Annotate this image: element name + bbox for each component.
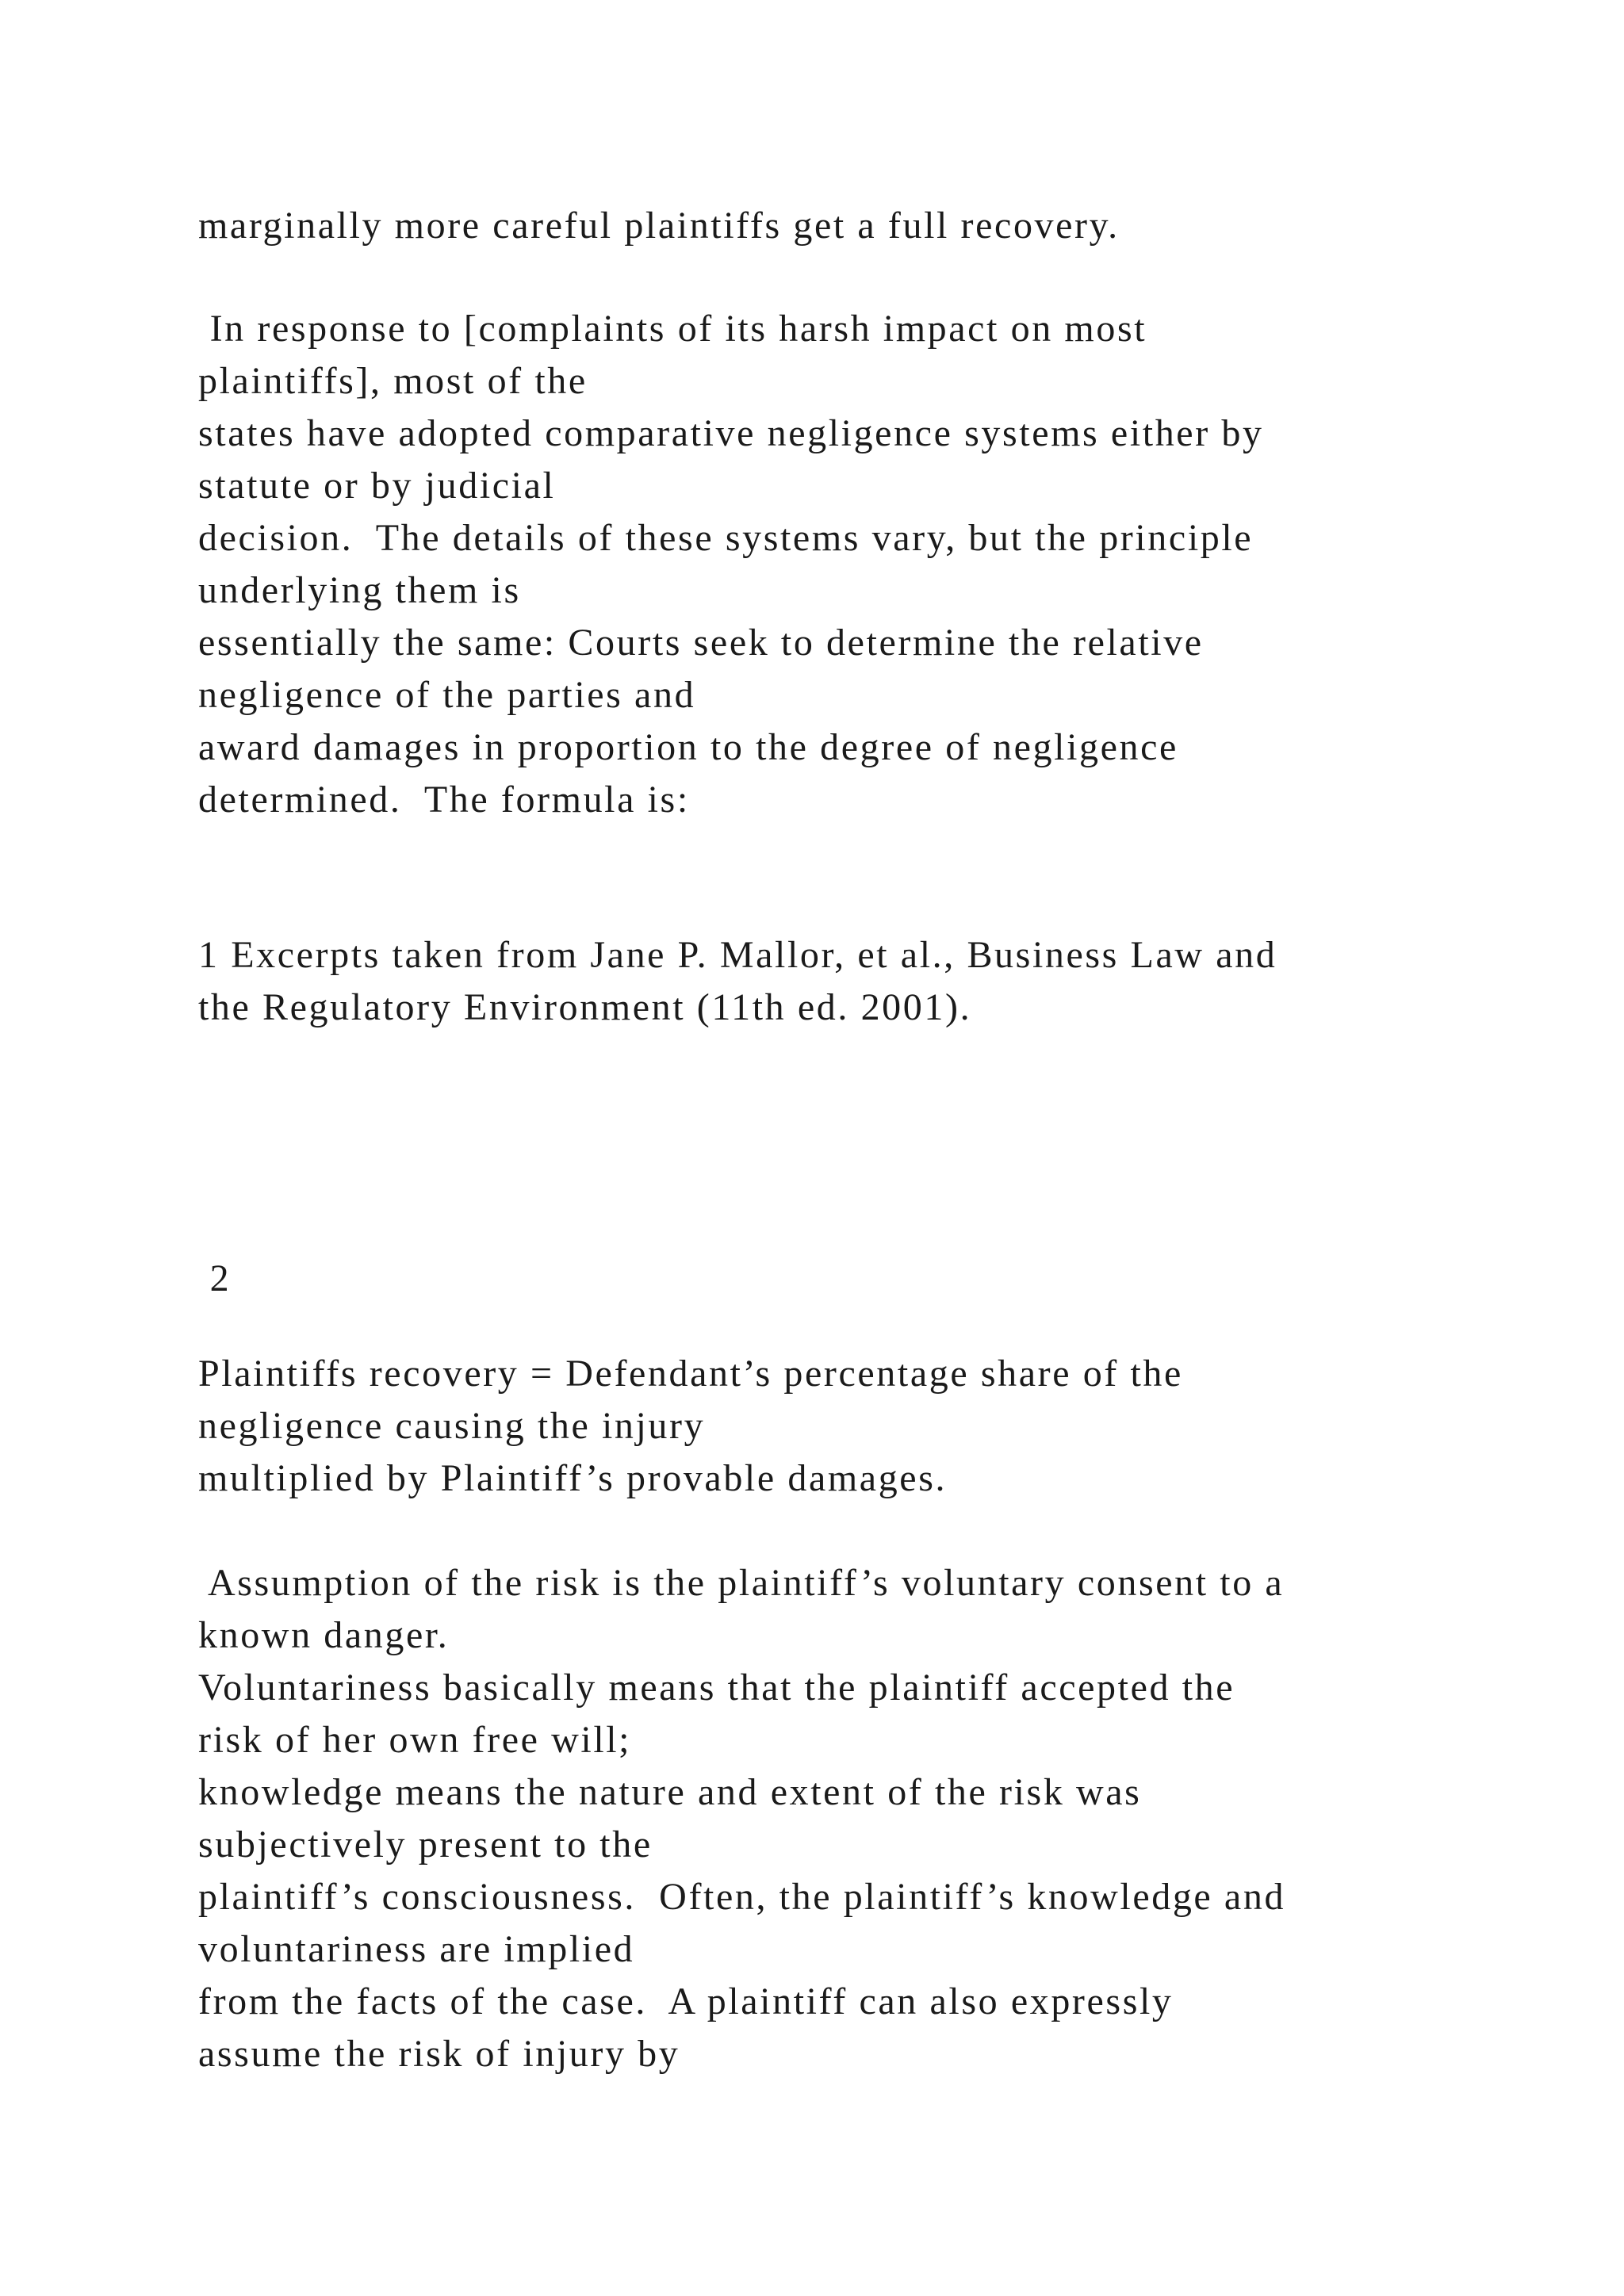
paragraph-line: decision. The details of these systems vary, but the principle [198, 517, 1254, 559]
paragraph-line: subjectively present to the [198, 1823, 653, 1866]
paragraph-line: knowledge means the nature and extent of the risk was [198, 1771, 1142, 1813]
paragraph-line: risk of her own free will; [198, 1719, 632, 1761]
formula-line: multiplied by Plaintiff’s provable damages. [198, 1457, 948, 1499]
formula-line: negligence causing the injury [198, 1405, 706, 1447]
paragraph-line: from the facts of the case. A plaintiff can also expressly [198, 1980, 1174, 2022]
paragraph-line: assume the risk of injury by [198, 2033, 680, 2075]
formula-line: Plaintiffs recovery = Defendant’s percentage share of the [198, 1353, 1183, 1395]
paragraph-line: voluntariness are implied [198, 1928, 635, 1970]
paragraph-line: states have adopted comparative negligence systems either by [198, 412, 1264, 454]
paragraph-line: Voluntariness basically means that the plaintiff accepted the [198, 1667, 1235, 1709]
paragraph-line: marginally more careful plaintiffs get a full recovery. [198, 205, 1120, 247]
paragraph-line: award damages in proportion to the degree of negligence [198, 726, 1178, 768]
footnote-line: the Regulatory Environment (11th ed. 2001). [198, 986, 972, 1028]
paragraph-line: statute or by judicial [198, 465, 556, 507]
footnote-line: 1 Excerpts taken from Jane P. Mallor, et al., Business Law and [198, 934, 1277, 976]
paragraph-line: Assumption of the risk is the plaintiff’s voluntary consent to a [198, 1562, 1285, 1604]
paragraph-line: underlying them is [198, 569, 521, 611]
paragraph-line: essentially the same: Courts seek to determine the relative [198, 622, 1204, 664]
paragraph-line: determined. The formula is: [198, 779, 690, 821]
paragraph-line: negligence of the parties and [198, 674, 696, 716]
paragraph-line: In response to [complaints of its harsh impact on most [198, 308, 1147, 350]
paragraph-line: plaintiffs], most of the [198, 360, 588, 402]
paragraph-line: known danger. [198, 1614, 450, 1656]
paragraph-line: plaintiff’s consciousness. Often, the plaintiff’s knowledge and [198, 1876, 1286, 1918]
page-number: 2 [198, 1257, 232, 1299]
